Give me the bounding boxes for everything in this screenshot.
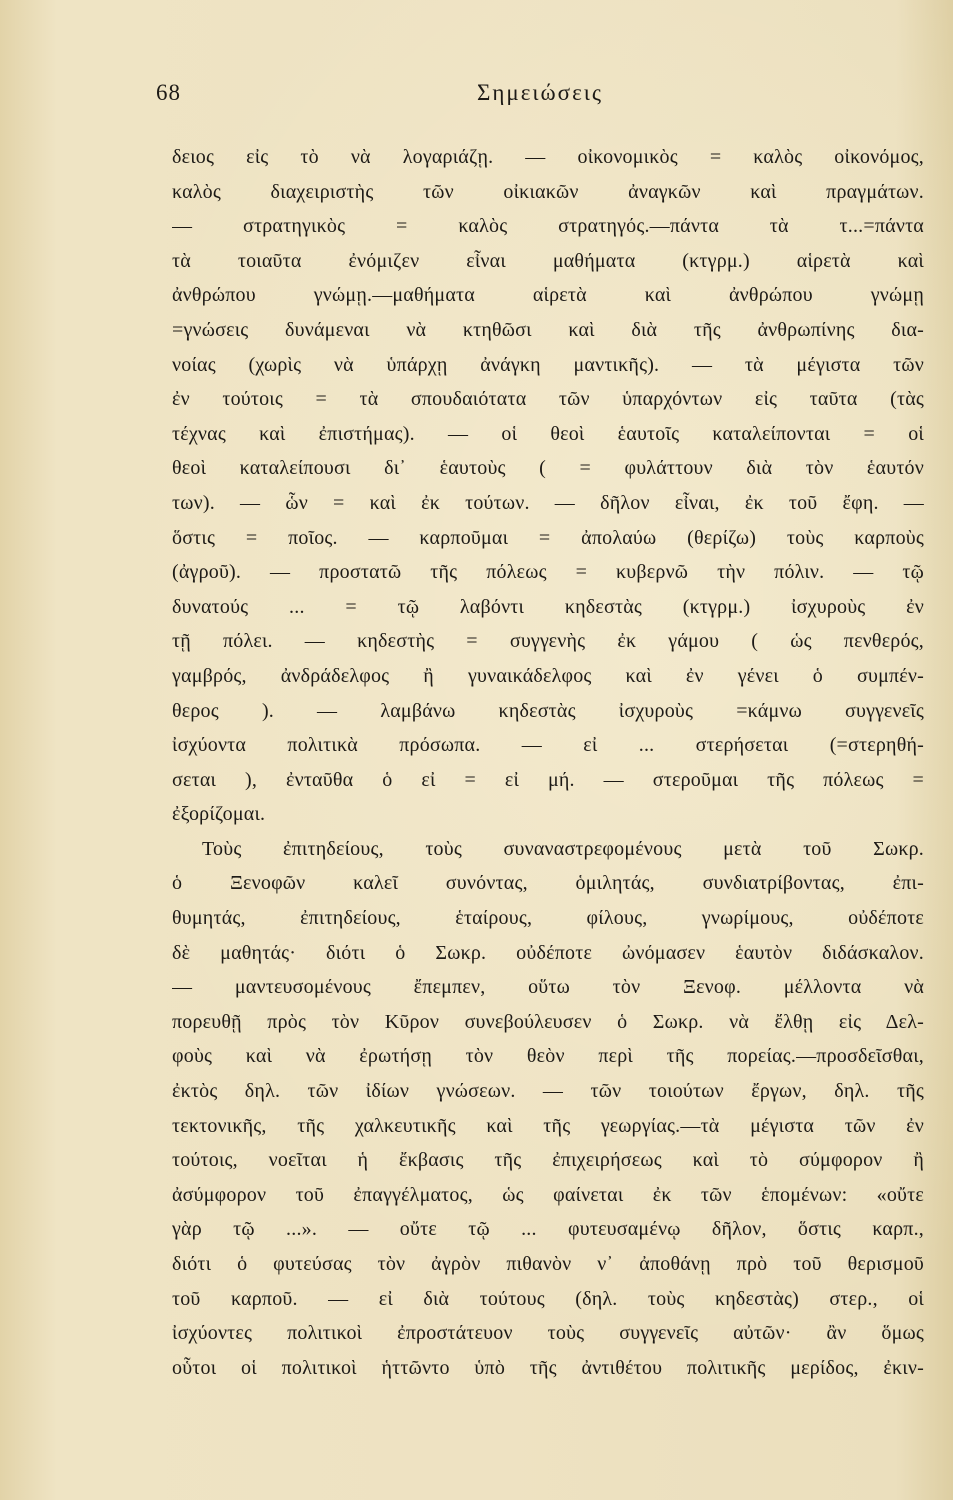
text-line: τεκτονικῆς, τῆς χαλκευτικῆς καὶ τῆς γεωργίας.—τὰ μέγιστα τῶν ἐν <box>172 1114 924 1137</box>
text-line: καλὸς διαχειριστὴς τῶν οἰκιακῶν ἀναγκῶν καὶ πραγμάτων. <box>172 180 924 203</box>
text-line: θεοὶ καταλείπουσι δι᾽ ἑαυτοὺς ( = φυλάττουν διὰ τὸν ἑαυτόν <box>172 457 924 480</box>
text-line: γὰρ τῷ ...». — οὔτε τῷ ... φυτευσαμένῳ δῆλον, ὅστις καρπ., <box>172 1218 924 1241</box>
text-line: ἰσχύοντα πολιτικὰ πρόσωπα. — εἰ ... στερήσεται (=στερηθή- <box>172 734 924 757</box>
text-line: οὗτοι οἱ πολιτικοὶ ἡττῶντο ὑπὸ τῆς ἀντιθέτου πολιτικῆς μερίδος, ἐκιν- <box>172 1356 924 1379</box>
text-line: διότι ὁ φυτεύσας τὸν ἀγρὸν πιθανὸν ν᾽ ἀποθάνῃ πρὸ τοῦ θερισμοῦ <box>172 1253 924 1275</box>
text-line: ἀνθρώπου γνώμῃ.—μαθήματα αἱρετὰ καὶ ἀνθρώπου γνώμῃ <box>172 284 924 307</box>
text-line: =γνώσεις δυνάμεναι νὰ κτηθῶσι καὶ διὰ τῆς ἀνθρωπίνης δια- <box>172 318 924 341</box>
text-line: πορευθῇ πρὸς τὸν Κῦρον συνεβούλευσεν ὁ Σωκρ. νὰ ἔλθῃ εἰς Δελ- <box>172 1010 924 1033</box>
text-line: σεται ), ἐνταῦθα ὁ εἰ = εἰ μή. — στεροῦμαι τῆς πόλεως = <box>172 768 924 791</box>
text-line: τὰ τοιαῦτα ἐνόμιζεν εἶναι μαθήματα (κτγρμ.) αἱρετὰ καὶ <box>172 249 924 272</box>
text-line: ἐξορίζομαι. <box>172 803 266 826</box>
text-line: — μαντευσομένους ἔπεμπεν, οὕτω τὸν Ξενοφ. μέλλοντα νὰ <box>172 976 924 999</box>
text-line: των). — ὧν = καὶ ἐκ τούτων. — δῆλον εἶναι, ἐκ τοῦ ἔφη. — <box>172 491 924 514</box>
running-title: Σημειώσεις <box>476 80 604 105</box>
page-header <box>0 80 953 114</box>
text-line: (ἀγροῦ). — προστατῶ τῆς πόλεως = κυβερνῶ τὴν πόλιν. — τῷ <box>172 561 924 584</box>
text-line: θερος ). — λαμβάνω κηδεστὰς ἰσχυροὺς =κάμνω συγγενεῖς <box>172 699 924 722</box>
text-line: ἰσχύοντες πολιτικοὶ ἐπροστάτευον τοὺς συγγενεῖς αὐτῶν· ἂν ὅμως <box>172 1322 924 1345</box>
text-line: θυμητάς, ἐπιτηδείους, ἑταίρους, φίλους, γνωρίμους, οὐδέποτε <box>172 907 924 930</box>
text-line: δὲ μαθητάς· διότι ὁ Σωκρ. οὐδέποτε ὠνόμασεν ἑαυτὸν διδάσκαλον. <box>172 941 924 964</box>
text-line: δυνατούς ... = τῷ λαβόντι κηδεστὰς (κτγρμ.) ἰσχυροὺς ἐν <box>172 595 924 618</box>
text-line: γαμβρός, ἀνδράδελφος ἢ γυναικάδελφος καὶ ἐν γένει ὁ συμπέν- <box>172 664 924 687</box>
text-line: δειος εἰς τὸ νὰ λογαριάζῃ. — οἰκονομικὸς = καλὸς οἰκονόμος, <box>172 146 924 168</box>
text-line: τούτοις, νοεῖται ἡ ἔκβασις τῆς ἐπιχειρήσεως καὶ τὸ σύμφορον ἢ <box>172 1149 924 1172</box>
text-line: ὅστις = ποῖος. — καρποῦμαι = ἀπολαύω (θερίζω) τοὺς καρποὺς <box>172 526 924 549</box>
text-line: τῇ πόλει. — κηδεστὴς = συγγενὴς ἐκ γάμου ( ὡς πενθερός, <box>172 630 924 653</box>
text-line: τοῦ καρποῦ. — εἰ διὰ τούτους (δηλ. τοὺς κηδεστὰς) στερ., οἱ <box>172 1287 924 1310</box>
text-line: ἐκτὸς δηλ. τῶν ἰδίων γνώσεων. — τῶν τοιούτων ἔργων, δηλ. τῆς <box>172 1080 924 1103</box>
paragraph-start-line: Τοὺς ἐπιτηδείους, τοὺς συναναστρεφομένους μετὰ τοῦ Σωκρ. <box>202 837 924 860</box>
text-line: ἀσύμφορον τοῦ ἐπαγγέλματος, ὡς φαίνεται ἐκ τῶν ἑπομένων: «οὔτε <box>172 1183 924 1206</box>
page-number: 68 <box>156 80 181 105</box>
text-line: — στρατηγικὸς = καλὸς στρατηγός.—πάντα τὰ τ...=πάντα <box>172 215 924 238</box>
text-line: νοίας (χωρὶς νὰ ὑπάρχῃ ἀνάγκη μαντικῆς). — τὰ μέγιστα τῶν <box>172 353 924 376</box>
text-line: ἐν τούτοις = τὰ σπουδαιότατα τῶν ὑπαρχόντων εἰς ταῦτα (τὰς <box>172 388 924 411</box>
text-line: ὁ Ξενοφῶν καλεῖ συνόντας, ὁμιλητάς, συνδιατρίβοντας, ἐπι- <box>172 872 924 895</box>
text-line: τέχνας καὶ ἐπιστήμας). — οἱ θεοὶ ἑαυτοῖς καταλείπονται = οἱ <box>172 422 924 445</box>
body-text <box>172 140 924 1385</box>
text-line: φοὺς καὶ νὰ ἐρωτήσῃ τὸν θεὸν περὶ τῆς πορείας.—προσδεῖσθαι, <box>172 1045 924 1068</box>
